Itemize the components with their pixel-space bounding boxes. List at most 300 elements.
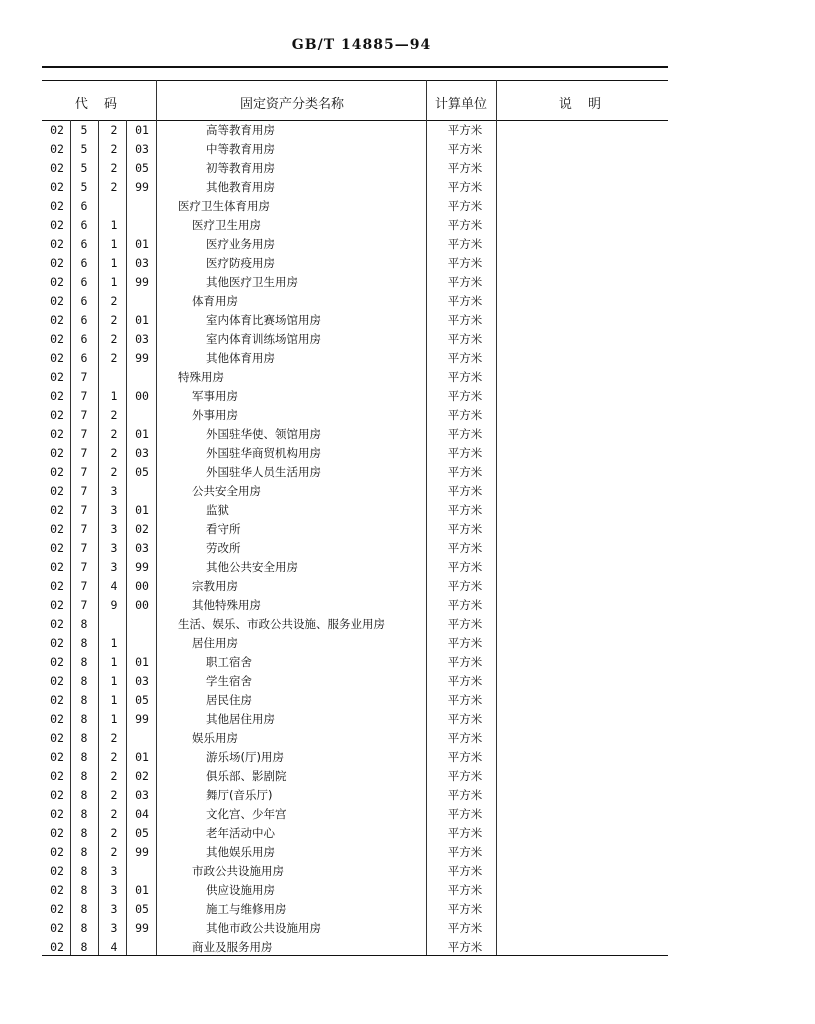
code-col-3: 2 <box>110 750 118 764</box>
code-col-3: 2 <box>110 446 118 460</box>
asset-name: 室内体育比赛场馆用房 <box>206 313 321 327</box>
table-row <box>42 216 668 235</box>
code-col-2: 5 <box>80 161 88 175</box>
table-row <box>42 843 668 862</box>
code-col-1: 02 <box>50 465 64 479</box>
asset-name: 其他市政公共设施用房 <box>206 921 321 935</box>
table-row <box>42 786 668 805</box>
unit-cell: 平方米 <box>447 123 483 137</box>
header-divider-1 <box>156 80 157 120</box>
code-col-3: 3 <box>110 503 118 517</box>
unit-cell: 平方米 <box>447 446 483 460</box>
table-row <box>42 140 668 159</box>
code-col-3: 1 <box>110 712 118 726</box>
code-col-1: 02 <box>50 275 64 289</box>
code-col-3: 2 <box>110 313 118 327</box>
code-col-1: 02 <box>50 503 64 517</box>
code-col-1: 02 <box>50 826 64 840</box>
code-col-4: 02 <box>135 522 149 536</box>
code-col-1: 02 <box>50 579 64 593</box>
code-col-3: 2 <box>110 142 118 156</box>
header-code: 代 码 <box>74 97 124 112</box>
asset-name: 宗教用房 <box>192 579 238 593</box>
unit-cell: 平方米 <box>447 655 483 669</box>
unit-cell: 平方米 <box>447 503 483 517</box>
table-row <box>42 862 668 881</box>
code-col-4: 99 <box>135 180 149 194</box>
unit-cell: 平方米 <box>447 389 483 403</box>
code-col-2: 8 <box>80 655 88 669</box>
unit-cell: 平方米 <box>447 180 483 194</box>
unit-cell: 平方米 <box>447 921 483 935</box>
table-row <box>42 805 668 824</box>
table-row <box>42 501 668 520</box>
asset-name: 看守所 <box>206 522 241 536</box>
unit-cell: 平方米 <box>447 712 483 726</box>
code-col-2: 6 <box>80 237 88 251</box>
code-col-4: 00 <box>135 389 149 403</box>
code-col-1: 02 <box>50 655 64 669</box>
code-col-2: 7 <box>80 389 88 403</box>
code-col-2: 7 <box>80 427 88 441</box>
asset-name: 市政公共设施用房 <box>192 864 284 878</box>
code-col-1: 02 <box>50 522 64 536</box>
code-col-3: 2 <box>110 180 118 194</box>
code-col-3: 2 <box>110 351 118 365</box>
table-row <box>42 938 668 957</box>
code-col-2: 8 <box>80 788 88 802</box>
top-rule <box>42 66 668 68</box>
code-col-4: 03 <box>135 788 149 802</box>
asset-name: 外国驻华使、领馆用房 <box>206 427 321 441</box>
table-row <box>42 653 668 672</box>
code-col-2: 7 <box>80 598 88 612</box>
table-row <box>42 349 668 368</box>
asset-name: 其他特殊用房 <box>192 598 261 612</box>
unit-cell: 平方米 <box>447 370 483 384</box>
code-col-4: 99 <box>135 712 149 726</box>
asset-name: 外国驻华商贸机构用房 <box>206 446 321 460</box>
code-col-1: 02 <box>50 313 64 327</box>
code-col-1: 02 <box>50 560 64 574</box>
code-col-4: 01 <box>135 655 149 669</box>
code-col-2: 5 <box>80 123 88 137</box>
unit-cell: 平方米 <box>447 883 483 897</box>
code-col-2: 6 <box>80 294 88 308</box>
unit-cell: 平方米 <box>447 199 483 213</box>
unit-cell: 平方米 <box>447 142 483 156</box>
unit-cell: 平方米 <box>447 522 483 536</box>
code-col-4: 00 <box>135 598 149 612</box>
code-col-2: 8 <box>80 826 88 840</box>
table-row <box>42 311 668 330</box>
unit-cell: 平方米 <box>447 788 483 802</box>
asset-name: 其他公共安全用房 <box>206 560 298 574</box>
code-col-2: 6 <box>80 275 88 289</box>
code-col-3: 1 <box>110 636 118 650</box>
code-col-1: 02 <box>50 864 64 878</box>
code-col-1: 02 <box>50 237 64 251</box>
table-row <box>42 767 668 786</box>
code-col-4: 03 <box>135 541 149 555</box>
code-col-2: 8 <box>80 864 88 878</box>
code-col-1: 02 <box>50 370 64 384</box>
table-row <box>42 330 668 349</box>
code-col-3: 3 <box>110 883 118 897</box>
table-row <box>42 748 668 767</box>
unit-cell: 平方米 <box>447 161 483 175</box>
table-row <box>42 634 668 653</box>
code-col-4: 01 <box>135 313 149 327</box>
asset-name: 游乐场(厅)用房 <box>206 750 284 764</box>
code-col-1: 02 <box>50 731 64 745</box>
code-col-2: 8 <box>80 617 88 631</box>
unit-cell: 平方米 <box>447 864 483 878</box>
code-col-1: 02 <box>50 351 64 365</box>
table-row <box>42 444 668 463</box>
asset-name: 娱乐用房 <box>192 731 238 745</box>
code-col-2: 8 <box>80 845 88 859</box>
code-col-1: 02 <box>50 123 64 137</box>
code-col-4: 99 <box>135 845 149 859</box>
code-col-4: 99 <box>135 921 149 935</box>
code-col-3: 2 <box>110 161 118 175</box>
unit-cell: 平方米 <box>447 731 483 745</box>
asset-name: 监狱 <box>206 503 229 517</box>
table-row <box>42 919 668 938</box>
table-row <box>42 672 668 691</box>
code-col-2: 6 <box>80 332 88 346</box>
code-col-1: 02 <box>50 940 64 954</box>
code-col-2: 7 <box>80 541 88 555</box>
table-row <box>42 178 668 197</box>
table-row <box>42 691 668 710</box>
table-row <box>42 710 668 729</box>
code-col-2: 8 <box>80 883 88 897</box>
table-row <box>42 121 668 140</box>
code-col-1: 02 <box>50 199 64 213</box>
code-col-2: 7 <box>80 522 88 536</box>
asset-name: 劳改所 <box>206 541 241 555</box>
code-col-1: 02 <box>50 408 64 422</box>
code-col-2: 7 <box>80 370 88 384</box>
code-col-2: 7 <box>80 465 88 479</box>
code-col-1: 02 <box>50 636 64 650</box>
asset-name: 室内体育训练场馆用房 <box>206 332 321 346</box>
table-row <box>42 425 668 444</box>
asset-name: 医疗防疫用房 <box>206 256 275 270</box>
code-col-3: 3 <box>110 902 118 916</box>
table-row <box>42 596 668 615</box>
code-col-2: 7 <box>80 484 88 498</box>
code-col-1: 02 <box>50 598 64 612</box>
code-col-1: 02 <box>50 883 64 897</box>
code-col-4: 03 <box>135 674 149 688</box>
code-col-1: 02 <box>50 294 64 308</box>
table-row <box>42 368 668 387</box>
unit-cell: 平方米 <box>447 237 483 251</box>
table-row <box>42 292 668 311</box>
table-row <box>42 558 668 577</box>
code-col-3: 1 <box>110 674 118 688</box>
code-col-1: 02 <box>50 769 64 783</box>
code-col-4: 01 <box>135 237 149 251</box>
code-col-4: 03 <box>135 446 149 460</box>
header-unit: 计算单位 <box>434 97 487 112</box>
unit-cell: 平方米 <box>447 541 483 555</box>
unit-cell: 平方米 <box>447 693 483 707</box>
header-top-rule <box>42 80 668 81</box>
code-col-3: 2 <box>110 769 118 783</box>
header-divider-2 <box>426 80 427 120</box>
code-col-4: 01 <box>135 883 149 897</box>
code-col-4: 01 <box>135 750 149 764</box>
code-col-2: 7 <box>80 446 88 460</box>
asset-name: 其他医疗卫生用房 <box>206 275 298 289</box>
code-col-2: 8 <box>80 712 88 726</box>
unit-cell: 平方米 <box>447 902 483 916</box>
table-row <box>42 520 668 539</box>
asset-name: 体育用房 <box>192 294 238 308</box>
asset-name: 中等教育用房 <box>206 142 275 156</box>
code-col-4: 05 <box>135 161 149 175</box>
asset-name: 供应设施用房 <box>206 883 275 897</box>
code-col-2: 6 <box>80 351 88 365</box>
code-col-3: 1 <box>110 655 118 669</box>
unit-cell: 平方米 <box>447 408 483 422</box>
asset-name: 军事用房 <box>192 389 238 403</box>
code-col-1: 02 <box>50 389 64 403</box>
code-col-3: 1 <box>110 389 118 403</box>
header-name: 固定资产分类名称 <box>239 97 344 112</box>
unit-cell: 平方米 <box>447 750 483 764</box>
table-row <box>42 254 668 273</box>
code-col-4: 01 <box>135 503 149 517</box>
code-col-3: 3 <box>110 484 118 498</box>
code-col-3: 4 <box>110 579 118 593</box>
code-col-4: 03 <box>135 256 149 270</box>
table-row <box>42 539 668 558</box>
code-col-2: 5 <box>80 180 88 194</box>
asset-name: 其他居住用房 <box>206 712 275 726</box>
code-col-4: 02 <box>135 769 149 783</box>
code-col-3: 3 <box>110 522 118 536</box>
code-col-2: 8 <box>80 902 88 916</box>
code-col-4: 01 <box>135 427 149 441</box>
code-col-4: 04 <box>135 807 149 821</box>
asset-name: 其他娱乐用房 <box>206 845 275 859</box>
table-row <box>42 729 668 748</box>
asset-name: 特殊用房 <box>178 370 224 384</box>
unit-cell: 平方米 <box>447 465 483 479</box>
asset-name: 医疗卫生用房 <box>192 218 261 232</box>
asset-name: 公共安全用房 <box>192 484 261 498</box>
unit-cell: 平方米 <box>447 940 483 954</box>
asset-name: 学生宿舍 <box>206 674 252 688</box>
unit-cell: 平方米 <box>447 256 483 270</box>
unit-cell: 平方米 <box>447 294 483 308</box>
table-row <box>42 159 668 178</box>
code-col-2: 8 <box>80 940 88 954</box>
code-col-4: 99 <box>135 275 149 289</box>
asset-name: 居住用房 <box>192 636 238 650</box>
code-col-1: 02 <box>50 142 64 156</box>
code-col-2: 8 <box>80 807 88 821</box>
asset-name: 外国驻华人员生活用房 <box>206 465 321 479</box>
asset-name: 其他教育用房 <box>206 180 275 194</box>
asset-name: 职工宿舍 <box>206 655 252 669</box>
code-col-2: 8 <box>80 769 88 783</box>
code-col-4: 01 <box>135 123 149 137</box>
unit-cell: 平方米 <box>447 218 483 232</box>
code-col-1: 02 <box>50 902 64 916</box>
table-row <box>42 824 668 843</box>
code-col-3: 4 <box>110 940 118 954</box>
code-col-1: 02 <box>50 750 64 764</box>
table-row <box>42 482 668 501</box>
table-row <box>42 881 668 900</box>
code-col-1: 02 <box>50 161 64 175</box>
asset-name: 舞厅(音乐厅) <box>206 788 273 802</box>
asset-name: 居民住房 <box>206 693 252 707</box>
code-col-4: 05 <box>135 902 149 916</box>
code-col-1: 02 <box>50 845 64 859</box>
unit-cell: 平方米 <box>447 598 483 612</box>
unit-cell: 平方米 <box>447 674 483 688</box>
table-row <box>42 577 668 596</box>
standard-title: GB/T 14885—94 <box>291 37 432 53</box>
code-col-2: 8 <box>80 731 88 745</box>
code-col-4: 05 <box>135 693 149 707</box>
code-col-3: 3 <box>110 560 118 574</box>
unit-cell: 平方米 <box>447 579 483 593</box>
asset-name: 高等教育用房 <box>206 123 275 137</box>
header-note: 说 明 <box>558 97 608 112</box>
code-col-1: 02 <box>50 693 64 707</box>
table-row <box>42 387 668 406</box>
code-col-1: 02 <box>50 446 64 460</box>
code-col-2: 6 <box>80 256 88 270</box>
code-col-3: 1 <box>110 256 118 270</box>
table-row <box>42 900 668 919</box>
code-col-3: 1 <box>110 275 118 289</box>
code-col-3: 2 <box>110 788 118 802</box>
code-col-1: 02 <box>50 218 64 232</box>
code-col-1: 02 <box>50 788 64 802</box>
code-col-2: 7 <box>80 579 88 593</box>
code-col-2: 8 <box>80 674 88 688</box>
code-col-2: 8 <box>80 636 88 650</box>
code-col-3: 1 <box>110 237 118 251</box>
asset-name: 初等教育用房 <box>206 161 275 175</box>
code-col-3: 2 <box>110 731 118 745</box>
asset-name: 俱乐部、影剧院 <box>206 769 287 783</box>
code-col-3: 2 <box>110 427 118 441</box>
code-col-1: 02 <box>50 712 64 726</box>
header-divider-3 <box>496 80 497 120</box>
code-col-3: 2 <box>110 294 118 308</box>
unit-cell: 平方米 <box>447 636 483 650</box>
unit-cell: 平方米 <box>447 769 483 783</box>
table-row <box>42 273 668 292</box>
code-col-3: 3 <box>110 921 118 935</box>
code-col-3: 2 <box>110 807 118 821</box>
table-row <box>42 235 668 254</box>
asset-name: 医疗卫生体育用房 <box>178 199 270 213</box>
code-col-3: 2 <box>110 332 118 346</box>
code-col-1: 02 <box>50 256 64 270</box>
code-col-3: 9 <box>110 598 118 612</box>
asset-name: 施工与维修用房 <box>206 902 287 916</box>
code-col-1: 02 <box>50 807 64 821</box>
unit-cell: 平方米 <box>447 845 483 859</box>
code-col-2: 6 <box>80 199 88 213</box>
asset-name: 其他体育用房 <box>206 351 275 365</box>
unit-cell: 平方米 <box>447 313 483 327</box>
code-col-3: 2 <box>110 123 118 137</box>
code-col-2: 6 <box>80 313 88 327</box>
table-row <box>42 197 668 216</box>
code-col-4: 05 <box>135 465 149 479</box>
code-col-1: 02 <box>50 674 64 688</box>
code-col-3: 1 <box>110 693 118 707</box>
code-col-1: 02 <box>50 332 64 346</box>
code-col-4: 03 <box>135 142 149 156</box>
code-col-4: 03 <box>135 332 149 346</box>
code-col-1: 02 <box>50 180 64 194</box>
code-col-1: 02 <box>50 484 64 498</box>
unit-cell: 平方米 <box>447 826 483 840</box>
code-col-2: 8 <box>80 921 88 935</box>
unit-cell: 平方米 <box>447 807 483 821</box>
code-col-3: 2 <box>110 826 118 840</box>
code-col-1: 02 <box>50 617 64 631</box>
unit-cell: 平方米 <box>447 617 483 631</box>
code-col-3: 3 <box>110 541 118 555</box>
code-col-2: 7 <box>80 560 88 574</box>
unit-cell: 平方米 <box>447 332 483 346</box>
code-col-3: 1 <box>110 218 118 232</box>
code-col-2: 6 <box>80 218 88 232</box>
code-col-2: 5 <box>80 142 88 156</box>
unit-cell: 平方米 <box>447 351 483 365</box>
asset-name: 商业及服务用房 <box>192 940 273 954</box>
code-col-4: 00 <box>135 579 149 593</box>
code-col-3: 3 <box>110 864 118 878</box>
code-col-3: 2 <box>110 465 118 479</box>
asset-name: 生活、娱乐、市政公共设施、服务业用房 <box>178 617 385 631</box>
code-col-3: 2 <box>110 408 118 422</box>
code-col-2: 7 <box>80 503 88 517</box>
unit-cell: 平方米 <box>447 427 483 441</box>
asset-name: 外事用房 <box>192 408 238 422</box>
code-col-2: 7 <box>80 408 88 422</box>
code-col-1: 02 <box>50 427 64 441</box>
code-col-3: 2 <box>110 845 118 859</box>
asset-name: 医疗业务用房 <box>206 237 275 251</box>
code-col-4: 99 <box>135 560 149 574</box>
code-col-2: 8 <box>80 693 88 707</box>
code-col-1: 02 <box>50 541 64 555</box>
unit-cell: 平方米 <box>447 484 483 498</box>
code-col-4: 99 <box>135 351 149 365</box>
code-col-2: 8 <box>80 750 88 764</box>
code-col-4: 05 <box>135 826 149 840</box>
table-row <box>42 615 668 634</box>
unit-cell: 平方米 <box>447 560 483 574</box>
code-col-1: 02 <box>50 921 64 935</box>
asset-name: 老年活动中心 <box>206 826 275 840</box>
